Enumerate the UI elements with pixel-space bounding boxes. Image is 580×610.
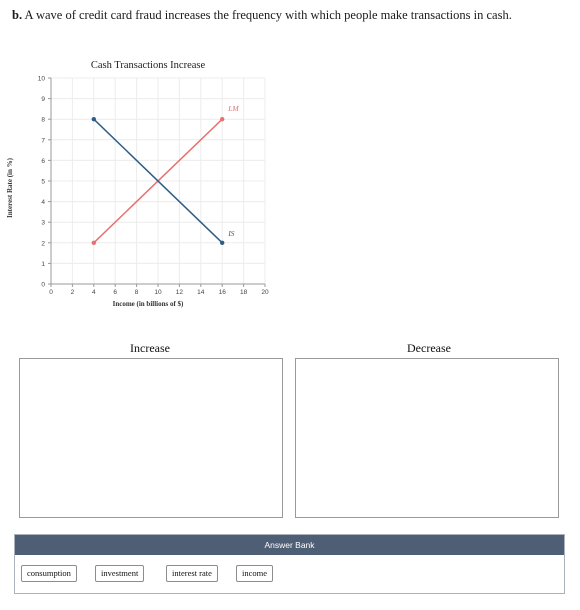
y-tick-label-5: 5: [41, 178, 45, 186]
lm-curve-label: LM: [228, 104, 239, 114]
x-tick-label-3: 6: [113, 289, 118, 296]
y-tick-label-4: 4: [41, 199, 45, 207]
y-tick-label-3: 3: [41, 219, 45, 227]
chart-title: Cash Transactions Increase: [90, 60, 206, 71]
is-point-0[interactable]: [92, 117, 96, 121]
x-tick-label-8: 16: [218, 289, 226, 296]
x-tick-label-1: 2: [70, 289, 75, 296]
chip-investment[interactable]: investment: [95, 565, 144, 582]
x-tick-label-0: 0: [49, 289, 53, 296]
y-tick-label-1: 1: [41, 260, 45, 268]
is-point-1[interactable]: [220, 241, 224, 245]
x-tick-label-6: 12: [175, 289, 184, 296]
chart-x-axis-label: Income (in billions of $): [112, 300, 184, 308]
increase-dropzone[interactable]: [19, 358, 283, 518]
chip-consumption[interactable]: consumption: [21, 565, 77, 582]
chip-interest-rate[interactable]: interest rate: [166, 565, 218, 582]
y-tick-label-2: 2: [41, 240, 45, 248]
y-tick-label-9: 9: [41, 96, 45, 104]
chart-y-axis-label: Interest Rate (in %): [6, 158, 14, 218]
x-tick-label-5: 10: [154, 289, 162, 296]
y-tick-label-10: 10: [37, 75, 45, 83]
answer-bank-title: Answer Bank: [15, 535, 564, 555]
question-body: A wave of credit card fraud increases the frequency with which people make transactions in cash.: [24, 8, 512, 22]
chip-income[interactable]: income: [236, 565, 273, 582]
question-text: [12, 8, 512, 23]
x-tick-label-4: 8: [134, 289, 139, 296]
answer-bank-items: [15, 555, 564, 593]
y-tick-label-0: 0: [41, 281, 45, 289]
question-label: b.: [12, 8, 23, 22]
lm-point-0[interactable]: [92, 241, 96, 245]
y-tick-label-8: 8: [41, 116, 45, 124]
x-tick-label-2: 4: [91, 289, 96, 296]
y-tick-label-7: 7: [41, 137, 45, 145]
decrease-dropzone[interactable]: [295, 358, 559, 518]
is-lm-chart: [0, 50, 300, 325]
x-tick-label-10: 20: [261, 289, 269, 296]
increase-title: Increase: [130, 341, 170, 355]
x-tick-label-9: 18: [239, 289, 248, 296]
is-curve-label: IS: [228, 228, 235, 238]
answer-bank: [14, 534, 565, 594]
lm-point-1[interactable]: [220, 117, 224, 121]
x-tick-label-7: 14: [197, 289, 205, 296]
decrease-title: Decrease: [407, 341, 451, 355]
y-tick-label-6: 6: [41, 157, 45, 165]
